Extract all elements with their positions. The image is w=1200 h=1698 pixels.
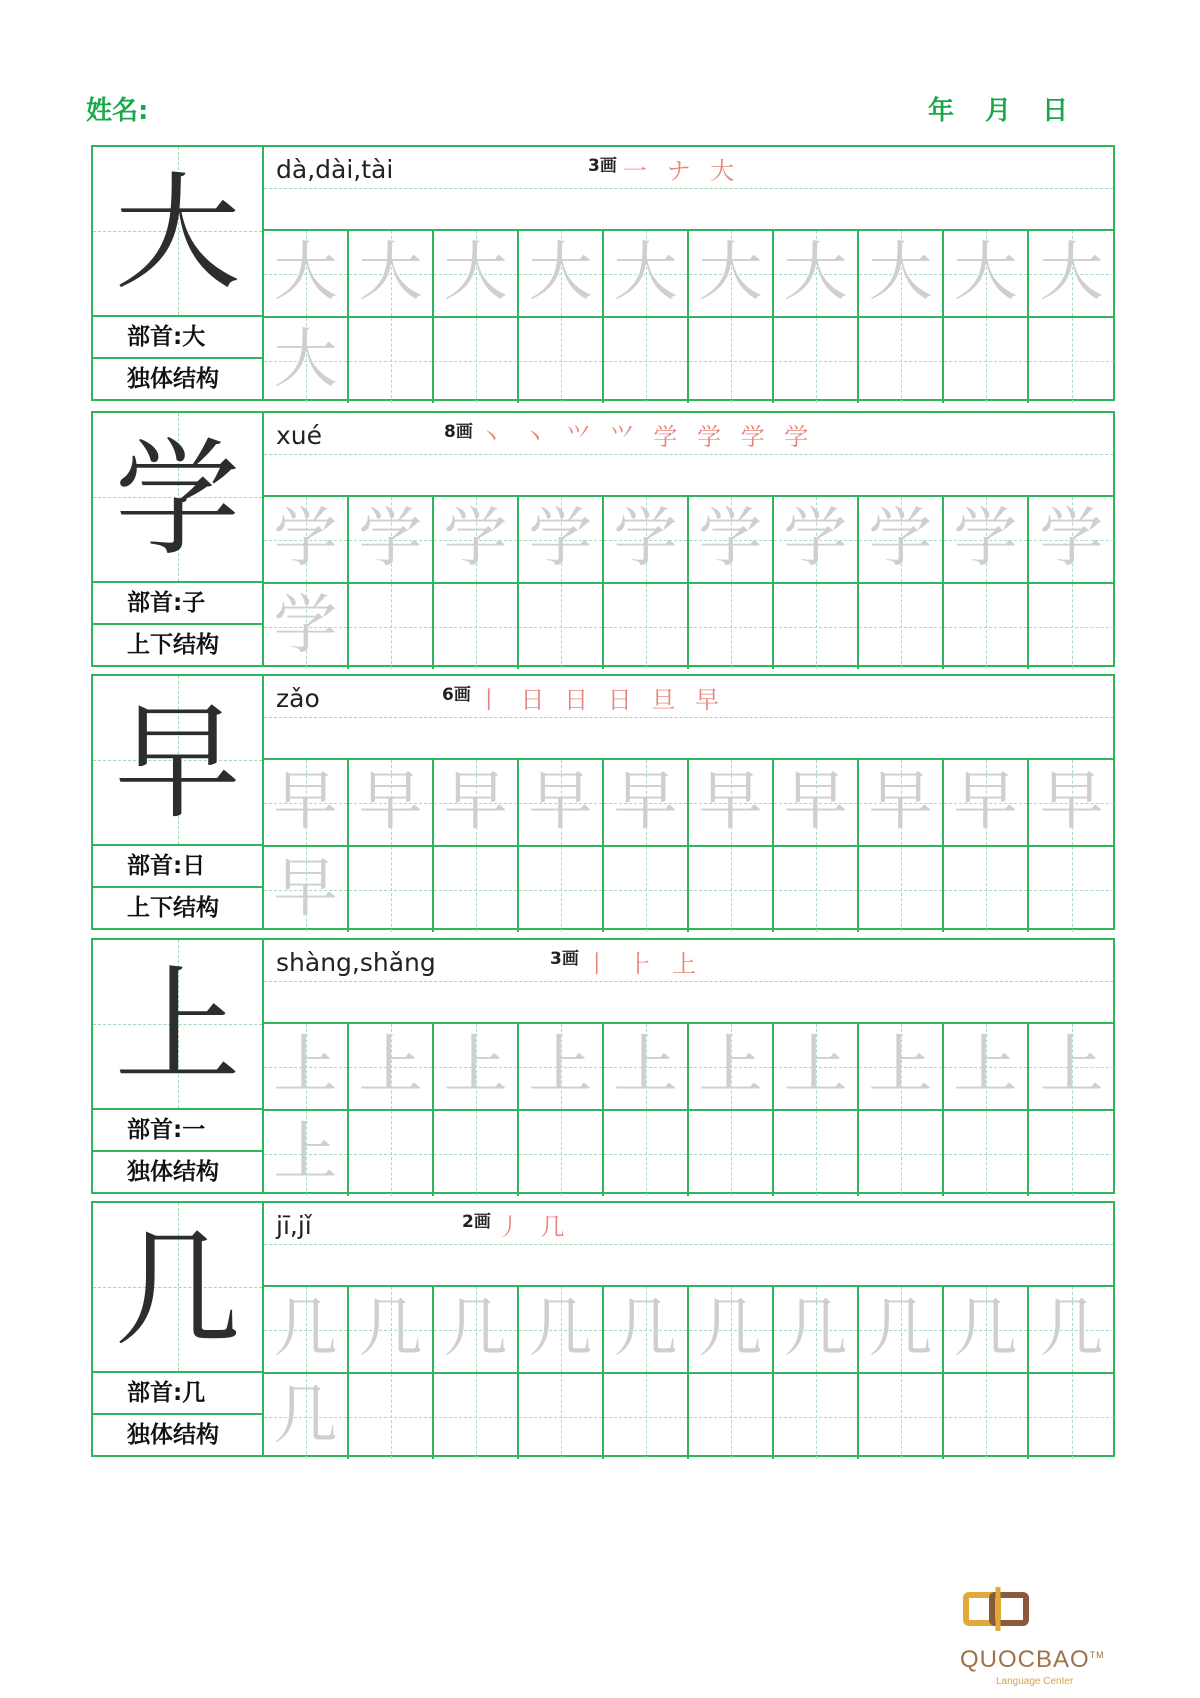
practice-cell[interactable] — [944, 1287, 1029, 1372]
trace-character: 大 — [613, 236, 678, 310]
trace-character: 大 — [783, 236, 848, 310]
practice-cell[interactable] — [264, 318, 349, 403]
practice-cell[interactable] — [689, 584, 774, 669]
trace-character: 上 — [528, 1029, 593, 1103]
practice-row — [264, 1372, 1113, 1459]
practice-cell[interactable] — [859, 231, 944, 316]
trace-character: 大 — [1039, 236, 1104, 310]
practice-cell[interactable] — [519, 1111, 604, 1196]
practice-cell[interactable] — [774, 1374, 859, 1459]
practice-row — [264, 231, 1113, 316]
practice-cell[interactable] — [434, 1287, 519, 1372]
practice-cell[interactable] — [264, 1287, 349, 1372]
character-block — [91, 674, 1115, 930]
practice-cell[interactable] — [349, 231, 434, 316]
stroke-sequence: 丶 丶 ⺍ ⺍ 学 学 学 学 — [478, 423, 815, 451]
practice-cell[interactable] — [859, 584, 944, 669]
character-block — [91, 411, 1115, 667]
trace-character: 学 — [1039, 502, 1104, 576]
practice-cell[interactable] — [264, 847, 349, 932]
pinyin-text: zǎo — [276, 684, 320, 713]
practice-cell[interactable] — [434, 231, 519, 316]
practice-cell[interactable] — [1029, 1111, 1114, 1196]
practice-cell[interactable] — [604, 760, 689, 845]
practice-cell[interactable] — [774, 584, 859, 669]
trace-character: 学 — [358, 502, 423, 576]
trace-character: 早 — [868, 765, 933, 839]
logo-brand: QUOCBAO™ — [960, 1646, 1105, 1673]
practice-cell[interactable] — [944, 231, 1029, 316]
trace-character: 早 — [443, 765, 508, 839]
practice-cell[interactable] — [859, 1024, 944, 1109]
practice-row — [264, 1109, 1113, 1196]
trace-character: 几 — [273, 1379, 338, 1453]
practice-cell[interactable] — [1029, 1287, 1114, 1372]
big-char-cell — [93, 147, 264, 315]
trace-character: 早 — [273, 852, 338, 926]
radical-label: 部首:一 — [93, 1108, 264, 1150]
pinyin-text: xué — [276, 421, 323, 450]
trace-character: 几 — [358, 1292, 423, 1366]
stroke-count: 3画 — [550, 949, 579, 969]
trace-character: 大 — [953, 236, 1018, 310]
trace-character: 学 — [528, 502, 593, 576]
trace-character: 早 — [783, 765, 848, 839]
practice-cell[interactable] — [689, 847, 774, 932]
month-label: 月 — [985, 96, 1012, 126]
stroke-sequence: 一 ナ 大 — [622, 157, 741, 185]
structure-label: 上下结构 — [93, 623, 264, 667]
trace-character: 大 — [443, 236, 508, 310]
trace-character: 大 — [698, 236, 763, 310]
stroke-count: 2画 — [462, 1212, 491, 1232]
pinyin-text: shàng,shǎng — [276, 948, 436, 977]
practice-cell[interactable] — [944, 318, 1029, 403]
practice-row — [264, 1024, 1113, 1109]
practice-cell[interactable] — [944, 497, 1029, 582]
trace-character: 几 — [613, 1292, 678, 1366]
practice-cell[interactable] — [774, 231, 859, 316]
practice-cell[interactable] — [944, 1111, 1029, 1196]
practice-cell[interactable] — [349, 318, 434, 403]
practice-cell[interactable] — [264, 584, 349, 669]
trace-character: 早 — [273, 765, 338, 839]
model-character: 大 — [114, 160, 241, 307]
practice-cell[interactable] — [519, 497, 604, 582]
trace-character: 学 — [953, 502, 1018, 576]
practice-cell[interactable] — [519, 1024, 604, 1109]
practice-cell[interactable] — [349, 1374, 434, 1459]
practice-cell[interactable] — [944, 1024, 1029, 1109]
big-char-cell — [93, 676, 264, 844]
trace-character: 几 — [953, 1292, 1018, 1366]
trace-character: 早 — [953, 765, 1018, 839]
trace-character: 大 — [273, 323, 338, 397]
pinyin-row — [264, 413, 1113, 497]
model-character: 早 — [114, 689, 241, 836]
name-label: 姓名: — [86, 96, 149, 126]
practice-cell[interactable] — [519, 584, 604, 669]
trace-character: 上 — [953, 1029, 1018, 1103]
practice-cell[interactable] — [859, 1287, 944, 1372]
stroke-order — [444, 417, 814, 452]
practice-cell[interactable] — [689, 1111, 774, 1196]
year-label: 年 — [928, 96, 955, 126]
practice-row — [264, 845, 1113, 932]
character-block — [91, 938, 1115, 1194]
practice-cell[interactable] — [604, 231, 689, 316]
practice-cell[interactable] — [774, 1111, 859, 1196]
big-char-cell — [93, 940, 264, 1108]
pinyin-row — [264, 147, 1113, 231]
trace-character: 上 — [868, 1029, 933, 1103]
trace-character: 几 — [443, 1292, 508, 1366]
trace-character: 几 — [1039, 1292, 1104, 1366]
pinyin-row — [264, 940, 1113, 1024]
trace-character: 上 — [358, 1029, 423, 1103]
practice-cell[interactable] — [434, 1374, 519, 1459]
practice-cell[interactable] — [434, 847, 519, 932]
practice-cell[interactable] — [519, 1287, 604, 1372]
trace-character: 学 — [273, 502, 338, 576]
practice-cell[interactable] — [264, 1374, 349, 1459]
practice-cell[interactable] — [859, 497, 944, 582]
practice-cell[interactable] — [774, 847, 859, 932]
radical-label: 部首:日 — [93, 844, 264, 886]
practice-cell[interactable] — [349, 1024, 434, 1109]
practice-cell[interactable] — [1029, 847, 1114, 932]
practice-cell[interactable] — [604, 847, 689, 932]
trace-character: 学 — [273, 589, 338, 663]
stroke-count: 3画 — [588, 156, 617, 176]
practice-cell[interactable] — [859, 318, 944, 403]
practice-cell[interactable] — [349, 1111, 434, 1196]
trace-character: 学 — [613, 502, 678, 576]
stroke-count: 8画 — [444, 422, 473, 442]
trace-character: 上 — [1039, 1029, 1104, 1103]
practice-cell[interactable] — [349, 760, 434, 845]
trace-character: 上 — [783, 1029, 848, 1103]
stroke-order — [462, 1207, 570, 1242]
practice-cell[interactable] — [349, 584, 434, 669]
practice-cell[interactable] — [859, 847, 944, 932]
practice-cell[interactable] — [349, 1287, 434, 1372]
structure-label: 独体结构 — [93, 1413, 264, 1457]
practice-cell[interactable] — [1029, 584, 1114, 669]
practice-cell[interactable] — [264, 231, 349, 316]
structure-label: 独体结构 — [93, 1150, 264, 1194]
trace-character: 几 — [273, 1292, 338, 1366]
practice-cell[interactable] — [519, 231, 604, 316]
practice-cell[interactable] — [944, 760, 1029, 845]
trace-character: 学 — [868, 502, 933, 576]
structure-label: 上下结构 — [93, 886, 264, 930]
practice-cell[interactable] — [689, 1287, 774, 1372]
trace-character: 早 — [613, 765, 678, 839]
stroke-sequence: 丨 日 日 日 旦 早 — [476, 686, 725, 714]
practice-cell[interactable] — [264, 1111, 349, 1196]
radical-label: 部首:大 — [93, 315, 264, 357]
trace-character: 上 — [613, 1029, 678, 1103]
practice-cell[interactable] — [434, 1111, 519, 1196]
practice-cell[interactable] — [519, 847, 604, 932]
practice-cell[interactable] — [264, 1024, 349, 1109]
trace-character: 几 — [868, 1292, 933, 1366]
practice-row — [264, 316, 1113, 403]
practice-cell[interactable] — [434, 497, 519, 582]
practice-row — [264, 582, 1113, 669]
practice-cell[interactable] — [859, 1374, 944, 1459]
trace-character: 几 — [528, 1292, 593, 1366]
practice-cell[interactable] — [774, 1024, 859, 1109]
practice-cell[interactable] — [774, 318, 859, 403]
trace-character: 早 — [1039, 765, 1104, 839]
practice-cell[interactable] — [519, 318, 604, 403]
trace-character: 上 — [443, 1029, 508, 1103]
model-character: 上 — [114, 953, 241, 1100]
trace-character: 早 — [698, 765, 763, 839]
practice-cell[interactable] — [1029, 497, 1114, 582]
trace-character: 大 — [358, 236, 423, 310]
radical-label: 部首:几 — [93, 1371, 264, 1413]
practice-cell[interactable] — [434, 318, 519, 403]
practice-cell[interactable] — [1029, 1024, 1114, 1109]
stroke-sequence: 丿 几 — [496, 1213, 571, 1241]
big-char-cell — [93, 413, 264, 581]
practice-cell[interactable] — [859, 1111, 944, 1196]
trace-character: 学 — [443, 502, 508, 576]
pinyin-row — [264, 1203, 1113, 1287]
trace-character: 几 — [783, 1292, 848, 1366]
trace-character: 大 — [868, 236, 933, 310]
structure-label: 独体结构 — [93, 357, 264, 401]
practice-cell[interactable] — [349, 497, 434, 582]
practice-cell[interactable] — [604, 1374, 689, 1459]
model-character: 几 — [114, 1216, 241, 1363]
practice-cell[interactable] — [604, 1111, 689, 1196]
practice-cell[interactable] — [944, 1374, 1029, 1459]
pinyin-text: jī,jǐ — [276, 1211, 312, 1240]
stroke-order — [588, 151, 740, 186]
trace-character: 上 — [273, 1116, 338, 1190]
practice-cell[interactable] — [1029, 760, 1114, 845]
practice-cell[interactable] — [689, 318, 774, 403]
trace-character: 大 — [528, 236, 593, 310]
pinyin-text: dà,dài,tài — [276, 155, 394, 184]
practice-cell[interactable] — [859, 760, 944, 845]
stroke-order — [550, 944, 702, 979]
practice-cell[interactable] — [1029, 1374, 1114, 1459]
practice-cell[interactable] — [774, 760, 859, 845]
practice-row — [264, 760, 1113, 845]
practice-cell[interactable] — [349, 847, 434, 932]
model-character: 学 — [114, 426, 241, 573]
practice-cell[interactable] — [434, 760, 519, 845]
trace-character: 大 — [273, 236, 338, 310]
practice-cell[interactable] — [689, 760, 774, 845]
practice-cell[interactable] — [774, 497, 859, 582]
character-block — [91, 1201, 1115, 1457]
trace-character: 上 — [273, 1029, 338, 1103]
practice-cell[interactable] — [689, 497, 774, 582]
stroke-count: 6画 — [442, 685, 471, 705]
practice-cell[interactable] — [604, 1287, 689, 1372]
practice-cell[interactable] — [689, 231, 774, 316]
practice-cell[interactable] — [264, 760, 349, 845]
stroke-order — [442, 680, 725, 715]
radical-label: 部首:子 — [93, 581, 264, 623]
trace-character: 学 — [783, 502, 848, 576]
practice-cell[interactable] — [944, 584, 1029, 669]
practice-cell[interactable] — [434, 584, 519, 669]
practice-cell[interactable] — [519, 760, 604, 845]
practice-cell[interactable] — [264, 497, 349, 582]
day-label: 日 — [1042, 96, 1069, 126]
practice-cell[interactable] — [689, 1024, 774, 1109]
trace-character: 早 — [358, 765, 423, 839]
logo-subtitle: Language Center — [996, 1676, 1074, 1687]
practice-cell[interactable] — [604, 497, 689, 582]
practice-cell[interactable] — [519, 1374, 604, 1459]
character-block — [91, 145, 1115, 401]
practice-row — [264, 1287, 1113, 1372]
pinyin-row — [264, 676, 1113, 760]
practice-cell[interactable] — [604, 318, 689, 403]
big-char-cell — [93, 1203, 264, 1371]
practice-cell[interactable] — [689, 1374, 774, 1459]
practice-cell[interactable] — [604, 584, 689, 669]
practice-cell[interactable] — [604, 1024, 689, 1109]
practice-cell[interactable] — [1029, 318, 1114, 403]
practice-cell[interactable] — [944, 847, 1029, 932]
stroke-sequence: 丨 ⺊ 上 — [584, 950, 703, 978]
practice-cell[interactable] — [1029, 231, 1114, 316]
practice-row — [264, 497, 1113, 582]
trace-character: 上 — [698, 1029, 763, 1103]
trace-character: 学 — [698, 502, 763, 576]
practice-cell[interactable] — [774, 1287, 859, 1372]
practice-cell[interactable] — [434, 1024, 519, 1109]
trace-character: 早 — [528, 765, 593, 839]
trace-character: 几 — [698, 1292, 763, 1366]
date-labels — [928, 90, 1090, 127]
